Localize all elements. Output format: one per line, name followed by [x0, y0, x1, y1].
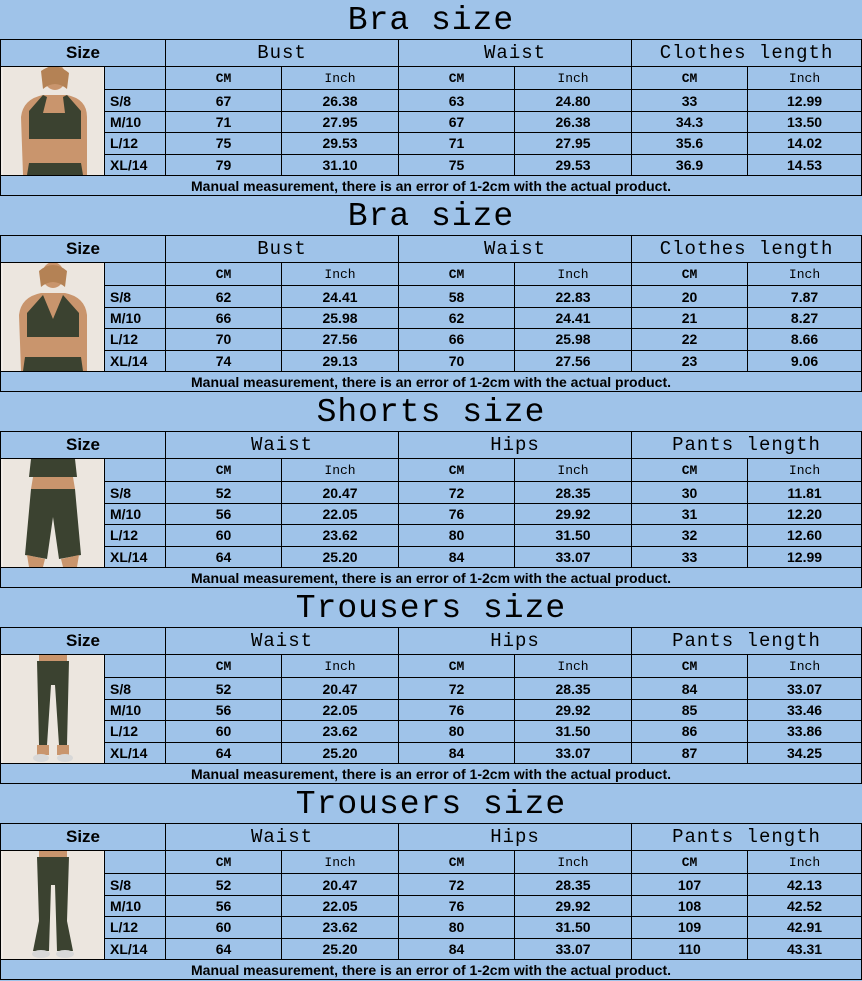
measurement-value: 23.62: [282, 721, 399, 742]
measurement-value: 33.07: [515, 938, 632, 959]
shorts-model-photo: [1, 459, 104, 567]
measurement-value: 43.31: [748, 938, 862, 959]
unit-inch-header: Inch: [282, 655, 399, 678]
measurement-value: 52: [166, 678, 282, 699]
measurement-value: 14.53: [748, 154, 862, 175]
measurement-value: 12.60: [748, 525, 862, 546]
measurement-value: 33: [632, 546, 748, 567]
table-row: [1, 329, 862, 350]
measurement-group-header: Waist: [399, 40, 632, 67]
measurement-value: 31.50: [515, 721, 632, 742]
unit-inch-header: Inch: [282, 459, 399, 482]
table-row: [1, 699, 862, 720]
table-row: [1, 721, 862, 742]
size-label: L/12: [105, 721, 166, 742]
measurement-value: 28.35: [515, 874, 632, 895]
product-photo-cell: [1, 655, 105, 764]
measurement-note: Manual measurement, there is an error of 1-2cm with the actual product.: [1, 176, 862, 196]
measurement-value: 74: [166, 350, 282, 371]
table-row: [1, 874, 862, 895]
measurement-value: 22.05: [282, 503, 399, 524]
measurement-value: 27.95: [282, 111, 399, 132]
unit-inch-header: Inch: [515, 67, 632, 90]
measurement-value: 108: [632, 895, 748, 916]
unit-inch-header: Inch: [748, 263, 862, 286]
unit-cm-header: CM: [399, 655, 515, 678]
measurement-value: 52: [166, 874, 282, 895]
measurement-value: 86: [632, 721, 748, 742]
size-label: XL/14: [105, 350, 166, 371]
measurement-group-header: Pants length: [632, 432, 862, 459]
size-chart-section: [0, 196, 862, 392]
measurement-value: 7.87: [748, 286, 862, 307]
measurement-value: 28.35: [515, 678, 632, 699]
size-header: Size: [1, 236, 166, 263]
measurement-value: 31.50: [515, 917, 632, 938]
unit-inch-header: Inch: [748, 459, 862, 482]
unit-cm-header: CM: [166, 851, 282, 874]
section-title: Shorts size: [316, 394, 546, 431]
measurement-value: 42.52: [748, 895, 862, 916]
measurement-value: 8.27: [748, 307, 862, 328]
measurement-value: 28.35: [515, 482, 632, 503]
measurement-value: 24.80: [515, 90, 632, 111]
measurement-note: Manual measurement, there is an error of 1-2cm with the actual product.: [1, 372, 862, 392]
measurement-value: 107: [632, 874, 748, 895]
measurement-value: 87: [632, 742, 748, 763]
measurement-value: 85: [632, 699, 748, 720]
blank-cell: [105, 263, 166, 286]
unit-inch-header: Inch: [515, 655, 632, 678]
measurement-value: 11.81: [748, 482, 862, 503]
size-label: S/8: [105, 286, 166, 307]
measurement-value: 80: [399, 525, 515, 546]
measurement-value: 29.53: [515, 154, 632, 175]
table-row: [1, 546, 862, 567]
measurement-value: 23: [632, 350, 748, 371]
unit-inch-header: Inch: [282, 67, 399, 90]
table-row: [1, 678, 862, 699]
measurement-value: 31.10: [282, 154, 399, 175]
measurement-value: 24.41: [515, 307, 632, 328]
measurement-value: 36.9: [632, 154, 748, 175]
measurement-value: 72: [399, 874, 515, 895]
measurement-value: 60: [166, 721, 282, 742]
unit-cm-header: CM: [632, 459, 748, 482]
measurement-group-header: Waist: [166, 628, 399, 655]
unit-inch-header: Inch: [748, 67, 862, 90]
measurement-value: 56: [166, 503, 282, 524]
measurement-group-header: Bust: [166, 40, 399, 67]
measurement-value: 25.20: [282, 742, 399, 763]
measurement-value: 110: [632, 938, 748, 959]
measurement-value: 20: [632, 286, 748, 307]
measurement-value: 67: [399, 111, 515, 132]
measurement-value: 33.07: [515, 546, 632, 567]
size-label: S/8: [105, 482, 166, 503]
unit-cm-header: CM: [632, 851, 748, 874]
measurement-value: 56: [166, 895, 282, 916]
measurement-value: 20.47: [282, 874, 399, 895]
flare-pants-model-photo: [1, 851, 104, 959]
measurement-group-header: Waist: [166, 432, 399, 459]
size-chart-section: [0, 588, 862, 784]
measurement-group-header: Hips: [399, 432, 632, 459]
measurement-value: 12.20: [748, 503, 862, 524]
unit-cm-header: CM: [399, 459, 515, 482]
table-row: [1, 307, 862, 328]
section-title: Bra size: [347, 2, 515, 39]
measurement-group-header: Bust: [166, 236, 399, 263]
size-label: S/8: [105, 874, 166, 895]
unit-cm-header: CM: [399, 263, 515, 286]
measurement-value: 22.05: [282, 699, 399, 720]
unit-inch-header: Inch: [748, 851, 862, 874]
size-header: Size: [1, 40, 166, 67]
section-title: Bra size: [347, 198, 515, 235]
measurement-group-header: Clothes length: [632, 40, 862, 67]
size-label: XL/14: [105, 154, 166, 175]
size-label: XL/14: [105, 546, 166, 567]
product-photo-cell: [1, 67, 105, 176]
size-label: S/8: [105, 678, 166, 699]
measurement-value: 22: [632, 329, 748, 350]
measurement-value: 79: [166, 154, 282, 175]
measurement-value: 12.99: [748, 546, 862, 567]
table-row: [1, 742, 862, 763]
measurement-value: 9.06: [748, 350, 862, 371]
measurement-value: 22.83: [515, 286, 632, 307]
size-chart-section: [0, 784, 862, 980]
measurement-value: 30: [632, 482, 748, 503]
size-label: M/10: [105, 111, 166, 132]
size-label: L/12: [105, 133, 166, 154]
measurement-value: 42.13: [748, 874, 862, 895]
measurement-value: 14.02: [748, 133, 862, 154]
measurement-value: 26.38: [282, 90, 399, 111]
measurement-value: 67: [166, 90, 282, 111]
bra-v-neck-model-photo: [1, 263, 104, 371]
unit-cm-header: CM: [632, 655, 748, 678]
measurement-value: 23.62: [282, 917, 399, 938]
unit-inch-header: Inch: [282, 851, 399, 874]
measurement-value: 34.3: [632, 111, 748, 132]
measurement-value: 62: [399, 307, 515, 328]
measurement-value: 25.98: [515, 329, 632, 350]
measurement-value: 71: [399, 133, 515, 154]
unit-cm-header: CM: [399, 67, 515, 90]
measurement-value: 70: [399, 350, 515, 371]
measurement-value: 25.20: [282, 938, 399, 959]
measurement-value: 75: [399, 154, 515, 175]
unit-inch-header: Inch: [515, 459, 632, 482]
size-label: XL/14: [105, 938, 166, 959]
unit-cm-header: CM: [399, 851, 515, 874]
measurement-value: 76: [399, 503, 515, 524]
unit-cm-header: CM: [632, 67, 748, 90]
table-row: [1, 895, 862, 916]
size-label: M/10: [105, 503, 166, 524]
size-label: L/12: [105, 917, 166, 938]
measurement-value: 34.25: [748, 742, 862, 763]
measurement-value: 75: [166, 133, 282, 154]
unit-inch-header: Inch: [748, 655, 862, 678]
measurement-value: 76: [399, 699, 515, 720]
bra-square-neck-model-photo: [1, 67, 104, 175]
size-table: [0, 823, 862, 980]
measurement-group-header: Hips: [399, 628, 632, 655]
measurement-value: 66: [399, 329, 515, 350]
unit-cm-header: CM: [166, 655, 282, 678]
measurement-value: 56: [166, 699, 282, 720]
measurement-value: 33: [632, 90, 748, 111]
unit-inch-header: Inch: [282, 263, 399, 286]
product-photo-cell: [1, 851, 105, 960]
measurement-value: 70: [166, 329, 282, 350]
table-row: [1, 938, 862, 959]
table-row: [1, 482, 862, 503]
measurement-value: 29.92: [515, 895, 632, 916]
measurement-note: Manual measurement, there is an error of 1-2cm with the actual product.: [1, 764, 862, 784]
measurement-value: 80: [399, 917, 515, 938]
size-chart-section: [0, 0, 862, 196]
size-label: S/8: [105, 90, 166, 111]
measurement-value: 27.56: [515, 350, 632, 371]
blank-cell: [105, 655, 166, 678]
size-header: Size: [1, 628, 166, 655]
product-photo-cell: [1, 459, 105, 568]
table-row: [1, 90, 862, 111]
size-header: Size: [1, 432, 166, 459]
table-row: [1, 111, 862, 132]
measurement-value: 84: [399, 742, 515, 763]
measurement-value: 21: [632, 307, 748, 328]
measurement-value: 25.98: [282, 307, 399, 328]
measurement-value: 20.47: [282, 482, 399, 503]
measurement-value: 8.66: [748, 329, 862, 350]
size-label: M/10: [105, 895, 166, 916]
measurement-note: Manual measurement, there is an error of 1-2cm with the actual product.: [1, 960, 862, 980]
unit-inch-header: Inch: [515, 851, 632, 874]
measurement-value: 12.99: [748, 90, 862, 111]
size-label: M/10: [105, 307, 166, 328]
measurement-value: 33.86: [748, 721, 862, 742]
table-row: [1, 503, 862, 524]
measurement-value: 32: [632, 525, 748, 546]
measurement-value: 72: [399, 678, 515, 699]
measurement-value: 66: [166, 307, 282, 328]
table-row: [1, 525, 862, 546]
size-table: [0, 431, 862, 588]
measurement-value: 84: [399, 938, 515, 959]
measurement-value: 33.46: [748, 699, 862, 720]
measurement-value: 84: [632, 678, 748, 699]
measurement-value: 80: [399, 721, 515, 742]
section-title: Trousers size: [295, 786, 567, 823]
size-chart-section: [0, 392, 862, 588]
size-table: [0, 627, 862, 784]
measurement-value: 29.92: [515, 503, 632, 524]
size-label: M/10: [105, 699, 166, 720]
measurement-group-header: Pants length: [632, 824, 862, 851]
unit-cm-header: CM: [166, 67, 282, 90]
measurement-value: 13.50: [748, 111, 862, 132]
measurement-value: 60: [166, 525, 282, 546]
measurement-note: Manual measurement, there is an error of 1-2cm with the actual product.: [1, 568, 862, 588]
unit-cm-header: CM: [166, 263, 282, 286]
leggings-model-photo: [1, 655, 104, 763]
measurement-value: 29.53: [282, 133, 399, 154]
measurement-value: 20.47: [282, 678, 399, 699]
table-row: [1, 350, 862, 371]
measurement-value: 33.07: [748, 678, 862, 699]
measurement-value: 60: [166, 917, 282, 938]
measurement-value: 31.50: [515, 525, 632, 546]
measurement-value: 23.62: [282, 525, 399, 546]
measurement-value: 42.91: [748, 917, 862, 938]
measurement-value: 58: [399, 286, 515, 307]
size-table: [0, 235, 862, 392]
measurement-value: 27.95: [515, 133, 632, 154]
size-label: XL/14: [105, 742, 166, 763]
blank-cell: [105, 459, 166, 482]
measurement-value: 22.05: [282, 895, 399, 916]
measurement-value: 71: [166, 111, 282, 132]
unit-cm-header: CM: [632, 263, 748, 286]
measurement-value: 27.56: [282, 329, 399, 350]
measurement-value: 35.6: [632, 133, 748, 154]
measurement-group-header: Clothes length: [632, 236, 862, 263]
measurement-value: 29.13: [282, 350, 399, 371]
measurement-value: 84: [399, 546, 515, 567]
measurement-value: 62: [166, 286, 282, 307]
measurement-value: 31: [632, 503, 748, 524]
size-table: [0, 39, 862, 196]
measurement-value: 25.20: [282, 546, 399, 567]
blank-cell: [105, 851, 166, 874]
table-row: [1, 286, 862, 307]
measurement-group-header: Pants length: [632, 628, 862, 655]
product-photo-cell: [1, 263, 105, 372]
measurement-value: 64: [166, 546, 282, 567]
measurement-group-header: Waist: [166, 824, 399, 851]
measurement-value: 26.38: [515, 111, 632, 132]
measurement-value: 64: [166, 938, 282, 959]
measurement-group-header: Hips: [399, 824, 632, 851]
measurement-group-header: Waist: [399, 236, 632, 263]
measurement-value: 64: [166, 742, 282, 763]
size-label: L/12: [105, 329, 166, 350]
blank-cell: [105, 67, 166, 90]
table-row: [1, 917, 862, 938]
size-header: Size: [1, 824, 166, 851]
unit-inch-header: Inch: [515, 263, 632, 286]
measurement-value: 76: [399, 895, 515, 916]
measurement-value: 109: [632, 917, 748, 938]
section-title: Trousers size: [295, 590, 567, 627]
table-row: [1, 133, 862, 154]
measurement-value: 29.92: [515, 699, 632, 720]
measurement-value: 72: [399, 482, 515, 503]
measurement-value: 24.41: [282, 286, 399, 307]
measurement-value: 52: [166, 482, 282, 503]
size-label: L/12: [105, 525, 166, 546]
measurement-value: 63: [399, 90, 515, 111]
measurement-value: 33.07: [515, 742, 632, 763]
table-row: [1, 154, 862, 175]
unit-cm-header: CM: [166, 459, 282, 482]
